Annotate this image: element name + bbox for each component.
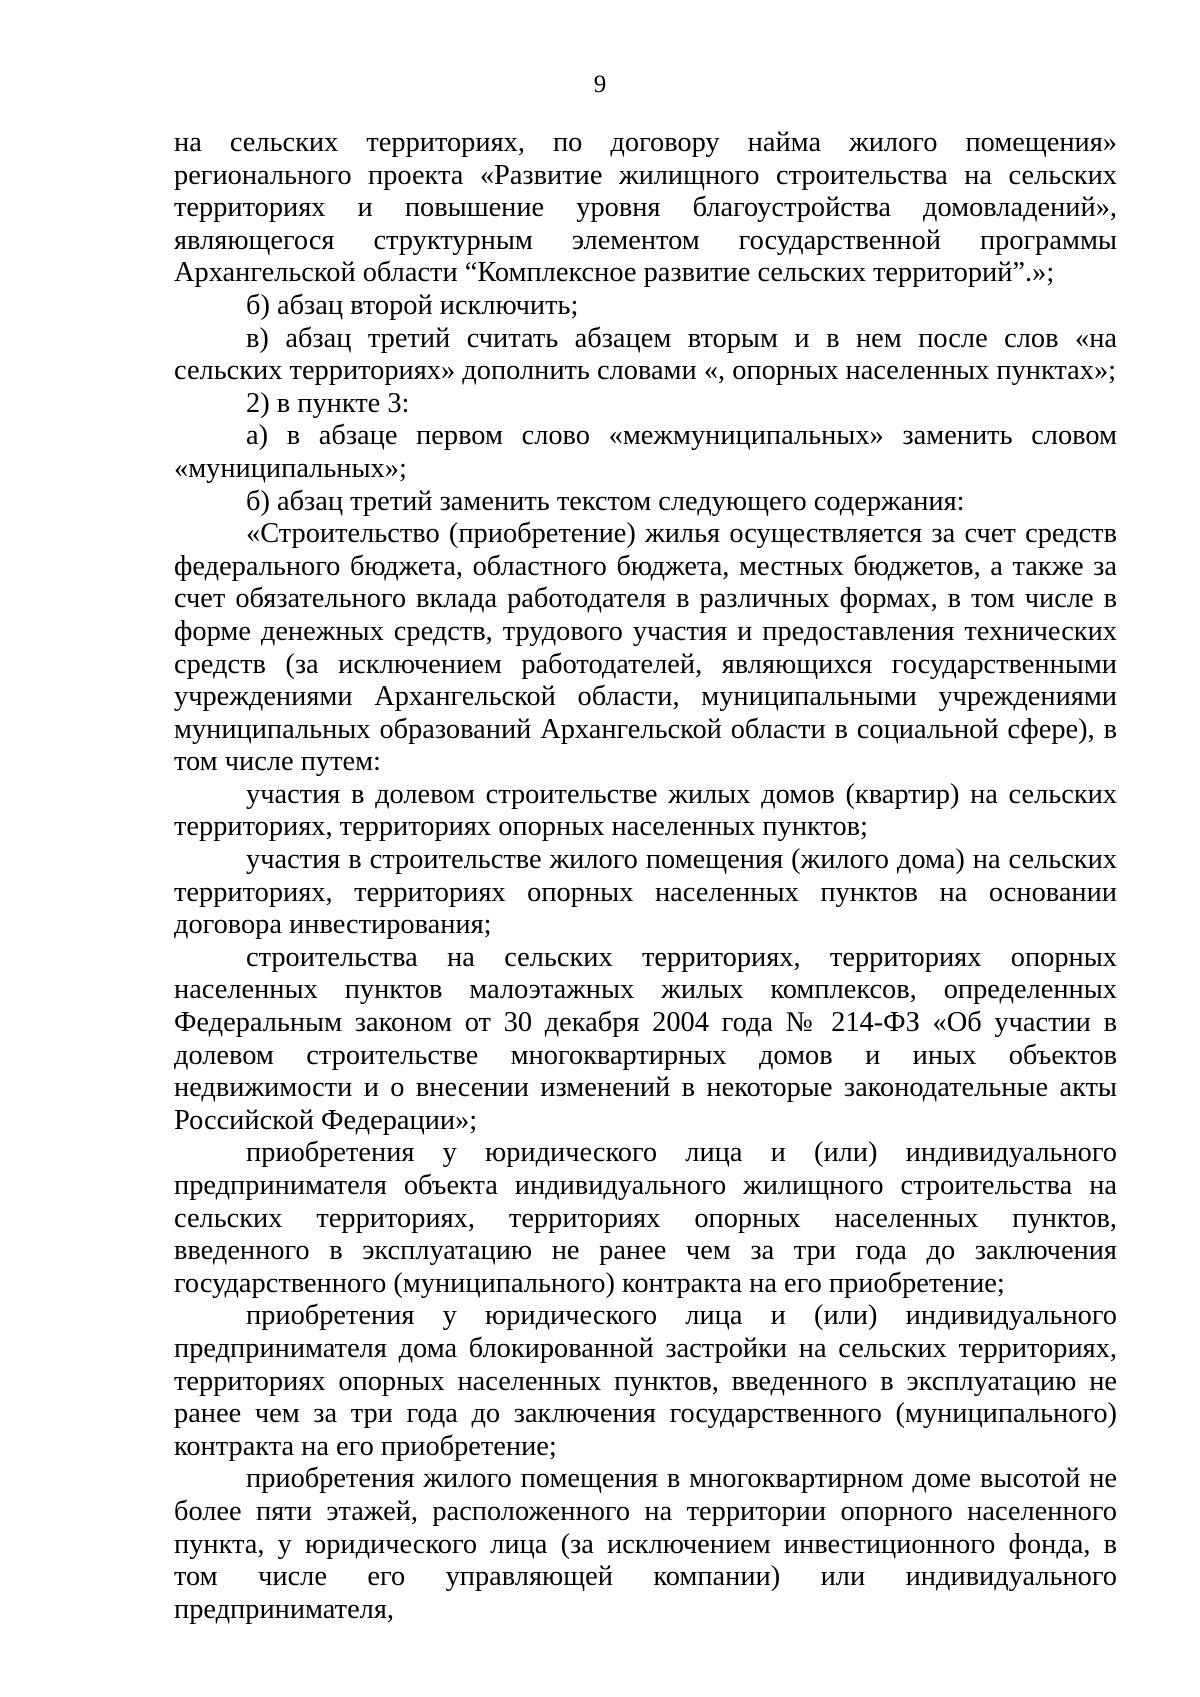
paragraph: приобретения жилого помещения в многоквартирном доме высотой не более пяти этажей, расположенного на территории опорного населенного пункта, у юридического лица (за исключением инвестиционного фонда, в том числе его управляющей компании) или индивидуального предпринимателя, (174, 1463, 1117, 1625)
paragraph: участия в долевом строительстве жилых домов (квартир) на сельских территориях, территориях опорных населенных пунктов; (174, 778, 1117, 843)
page-number: 9 (593, 71, 607, 98)
paragraph: б) абзац второй исключить; (246, 289, 579, 321)
paragraph: строительства на сельских территориях, территориях опорных населенных пунктов малоэтажных жилых комплексов, определенных Федеральным законом от 30 декабря 2004 года № 214-ФЗ «Об участии в долевом строительстве многоквартирных домов и иных объектов недвижимости и о внесении изменений в некоторые законодательные акты Российской Федерации»; (174, 941, 1117, 1136)
paragraph: приобретения у юридического лица и (или) индивидуального предпринимателя объекта индивидуального жилищного строительства на сельских территориях, территориях опорных населенных пунктов, введенного в эксплуатацию не ранее чем за три года до заключения государственного (муниципального) контракта на его приобретение; (174, 1137, 1117, 1299)
paragraph: в) абзац третий считать абзацем вторым и в нем после слов «на сельских территориях» дополнить словами «, опорных населенных пунктах»; (174, 322, 1117, 387)
paragraph: приобретения у юридического лица и (или) индивидуального предпринимателя дома блокированной застройки на сельских территориях, территориях опорных населенных пунктов, введенного в эксплуатацию не ранее чем за три года до заключения государственного (муниципального) контракта на его приобретение; (174, 1300, 1117, 1462)
paragraph: «Строительство (приобретение) жилья осуществляется за счет средств федерального бюджета, областного бюджета, местных бюджетов, а также за счет обязательного вклада работодателя в различных формах, в том числе в форме денежных средств, трудового участия и предоставления технических средств (за исключением работодателей, являющихся государственными учреждениями Архангельской области, муниципальными учреждениями муниципальных образований Архангельской области в социальной сфере), в том числе путем: (174, 518, 1117, 778)
paragraph: 2) в пункте 3: (246, 387, 410, 419)
paragraph: а) в абзаце первом слово «межмуниципальных» заменить словом «муниципальных»; (174, 420, 1117, 484)
document-body (174, 127, 1117, 1626)
paragraph: б) абзац третий заменить текстом следующего содержания: (246, 485, 965, 517)
paragraph: на сельских территориях, по договору найма жилого помещения» регионального проекта «Развитие жилищного строительства на сельских территориях и повышение уровня благоустройства домовладений», являющегося структурным элементом государственной программы Архангельской области “Комплексное развитие сельских территорий”.»; (174, 127, 1117, 289)
paragraph: участия в строительстве жилого помещения (жилого дома) на сельских территориях, территориях опорных населенных пунктов на основании договора инвестирования; (174, 844, 1117, 941)
